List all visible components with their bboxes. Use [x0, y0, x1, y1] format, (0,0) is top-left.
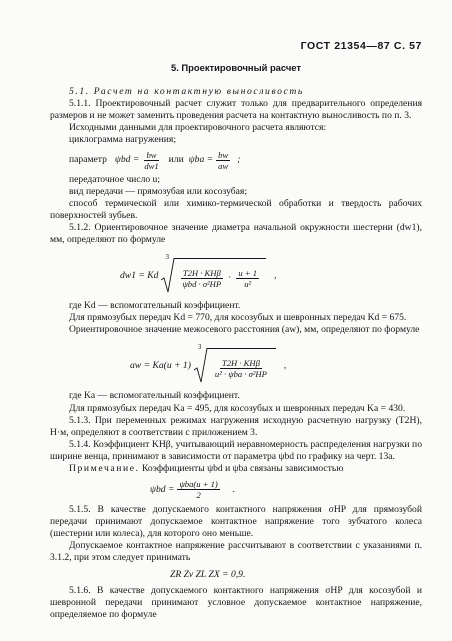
- fraction-ratio: [236, 268, 259, 289]
- fraction-denominator: ψbd · σ²HP: [182, 278, 222, 289]
- cube-root: [194, 343, 276, 384]
- radical-sign: [161, 258, 175, 294]
- fraction-numerator: bw: [146, 149, 157, 160]
- formula-z-product: [170, 569, 422, 581]
- fraction-load: [213, 358, 269, 379]
- paragraph-5-1-3: 5.1.3. При переменных режимах нагружения исходную расчетную нагрузку (T2H), Н·м, определяют в соответствии с приложением 3.: [50, 414, 422, 438]
- formula-psi-relation: [150, 479, 422, 500]
- note: [50, 463, 422, 475]
- psi-relation-lhs: ψbd =: [150, 483, 175, 495]
- formula-aw: [130, 343, 422, 384]
- item-gear-type: вид передачи — прямозубая или косозубая;: [69, 185, 247, 197]
- paragraph-5-1-1: 5.1.1. Проектировочный расчет служит только для предварительного определения размеров и не может заменить проведения расчета на контактную выносливость по п. 3.: [50, 98, 422, 122]
- fraction-denominator: 2: [196, 490, 201, 501]
- paragraph-initial-data: Исходными данными для проектировочного расчета являются:: [69, 122, 327, 134]
- fraction-denominator: dw1: [144, 160, 159, 171]
- paragraph-allowable-stress: Допускаемое контактное напряжение рассчитывают в соответствии с указаниями п. 3.1.2, при этом следует принимать: [50, 540, 422, 564]
- fraction-numerator: ψba(u + 1): [179, 479, 218, 490]
- note-text: Коэффициенты ψbd и ψba связаны зависимостью: [141, 462, 344, 474]
- paragraph-kd-definition: где Kd — вспомогательный коэффициент.: [69, 300, 241, 312]
- fraction-numerator: T2H · KHβ: [182, 267, 221, 278]
- paragraph-5-1-2: 5.1.2. Ориентировочное значение диаметра начальной окружности шестерни (dw1), мм, определяют по формуле: [50, 221, 422, 246]
- running-header: ГОСТ 21354—87 С. 57: [300, 40, 422, 52]
- fraction-denominator: u²: [244, 278, 252, 289]
- paragraph-kd-values: Для прямозубых передач Kd = 770, для косозубых и шевронных передач Kd = 675.: [69, 312, 407, 324]
- radicand: [208, 348, 276, 384]
- paragraph-ka-values: Для прямозубых передач Ka = 495, для косозубых и шевронных передач Ka = 430.: [69, 402, 406, 414]
- cube-root: [161, 253, 266, 294]
- paragraph-5-1-6: 5.1.6. В качестве допускаемого контактного напряжения σHP для косозубой и шевронной передачи принимают условное допускаемое контактное напряжение, определяемое по формуле: [50, 584, 422, 620]
- psi-bd-label: ψbd =: [114, 154, 140, 166]
- fraction-psi: [177, 479, 219, 500]
- page-body: [50, 62, 422, 621]
- item-treatment: способ термической или химико-термической обработки и твердость рабочих поверхностей зубьев.: [50, 197, 422, 221]
- fraction-load: [180, 268, 223, 289]
- parameter-label: параметр: [69, 154, 107, 166]
- radical-sign: [194, 348, 208, 384]
- fraction-bw-dw1: [142, 150, 160, 171]
- item-ratio: передаточное число u;: [69, 173, 161, 185]
- root-degree: 3: [197, 343, 202, 352]
- item-cyclogram: циклограмма нагружения;: [69, 134, 177, 146]
- comma: ,: [283, 360, 287, 372]
- formula-dw1: [120, 253, 422, 294]
- fraction-bw-aw: [216, 150, 230, 171]
- fraction-numerator: T2H · KHβ: [221, 357, 260, 368]
- paragraph-aw: Ориентировочное значение межосевого расстояния (aw), мм, определяют по формуле: [69, 324, 420, 336]
- aw-lhs: aw = Ka(u + 1): [130, 360, 191, 372]
- radicand: $\frac{\text{T2H · KHβ}}{\text{ψbd · σ²HP}}$ · $\frac{u + 1}{\text{u²}}$: [175, 258, 266, 294]
- comma: ,: [274, 270, 277, 282]
- paragraph-5-1-5: 5.1.5. В качестве допускаемого контактного напряжения σHP для прямозубой передачи принимают допускаемое контактное напряжение того зубчатого колеса (шестерни или колеса), для которого оно меньше.: [50, 504, 422, 540]
- or-label: или: [168, 154, 184, 166]
- note-label: Примечание.: [69, 462, 140, 474]
- dw1-lhs: dw1 = Kd: [120, 270, 159, 282]
- root-degree: 3: [165, 253, 169, 262]
- z-product: ZR Zv ZL ZX = 0,9.: [170, 568, 246, 580]
- fraction-denominator: aw: [218, 160, 229, 171]
- paragraph-5-1-4: 5.1.4. Коэффициент KHβ, учитывающий неравномерность распределения нагрузки по ширине венца, принимают в зависимости от параметра ψbd по графику на черт. 13а.: [50, 438, 422, 462]
- paragraph-ka-definition: где Ka — вспомогательный коэффициент.: [69, 390, 240, 402]
- period: .: [232, 483, 236, 495]
- section-title: 5. Проектировочный расчет: [171, 62, 301, 73]
- fraction-numerator: u + 1: [238, 267, 258, 278]
- subsection-title: 5.1. Расчет на контактную выносливость: [69, 86, 304, 98]
- semicolon: ;: [237, 154, 241, 166]
- fraction-numerator: bw: [218, 149, 229, 160]
- formula-parameter: [69, 150, 422, 171]
- fraction-denominator: u² · ψba · σ²HP: [214, 368, 267, 379]
- psi-ba-label: ψba =: [188, 154, 214, 166]
